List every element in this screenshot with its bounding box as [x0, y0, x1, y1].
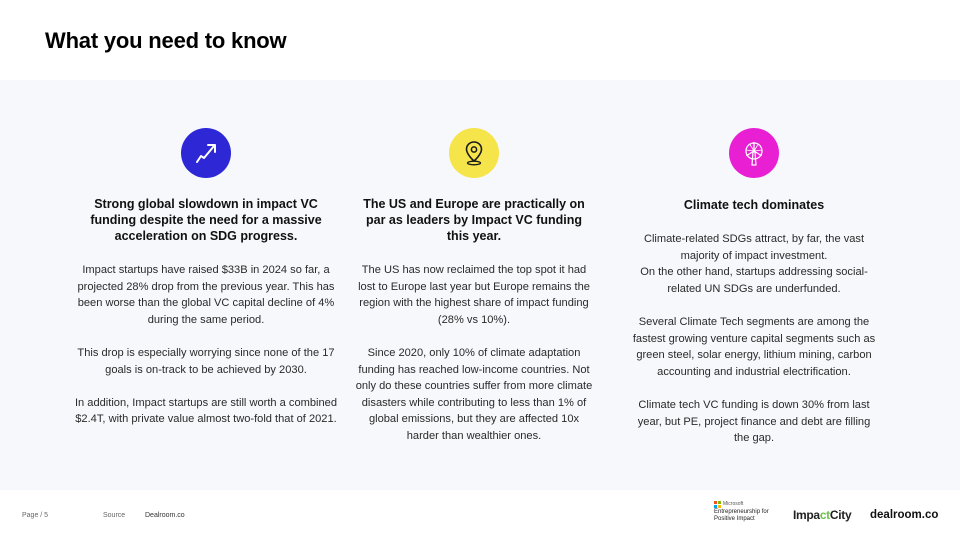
paragraph: The US has now reclaimed the top spot it had lost to Europe last year but Europe remains the region with the highest share of impact funding (28% vs 10%). — [358, 264, 590, 326]
slide-title: What you need to know — [45, 28, 287, 53]
microsoft-entrepreneurship-logo — [714, 501, 784, 523]
impactcity-logo: ImpactCity — [793, 508, 852, 522]
column-climate-tech — [609, 128, 899, 447]
microsoft-wordmark: Microsoft — [723, 501, 744, 507]
paragraph: Since 2020, only 10% of climate adaptation funding has reached low-income countries. Not only do these countries suffer from more climate disasters while contributing to less than 1% of global emissions, but they are affected 10x harder than wealthier ones. — [355, 346, 593, 442]
paragraph: In addition, Impact startups are still worth a combined $2.4T, with private value almost two-fold that of 2021. — [74, 396, 338, 426]
source-label: Source — [103, 512, 126, 519]
page-number: Page / 5 — [22, 512, 49, 519]
column-slowdown — [61, 128, 351, 428]
microsoft-logo-icon — [714, 501, 721, 508]
paragraph: Climate-related SDGs attract, by far, the vast majority of impact investment. — [643, 233, 865, 262]
column-us-europe — [329, 128, 619, 445]
source-value: Dealroom.co — [145, 512, 185, 519]
paragraph: This drop is especially worrying since none of the 17 goals is on-track to be achieved by 2030. — [77, 346, 335, 376]
paragraph: Several Climate Tech segments are among the fastest growing venture capital segments such as green steel, solar energy, lithium mining, carbon accounting and industrial electrification. — [632, 315, 876, 378]
column-heading: The US and Europe are practically on par as leaders by Impact VC funding this year. — [363, 197, 585, 243]
footer — [0, 490, 960, 540]
paragraph: Climate tech VC funding is down 30% from last year, but PE, project finance and debt are filling the gap. — [637, 398, 871, 445]
logo-caption: Entrepreneurship for Positive Impact — [714, 509, 769, 523]
wind-turbine-icon — [729, 128, 779, 178]
paragraph: On the other hand, startups addressing social-related UN SDGs are underfunded. — [640, 266, 868, 295]
trend-up-arrow-icon — [181, 128, 231, 178]
column-heading: Strong global slowdown in impact VC funding despite the need for a massive acceleration on SDG progress. — [90, 197, 322, 243]
dealroom-logo: dealroom.co — [870, 509, 939, 521]
column-heading: Climate tech dominates — [683, 198, 825, 212]
column-body — [71, 262, 341, 428]
column-body — [629, 231, 879, 447]
paragraph: Impact startups have raised $33B in 2024 so far, a projected 28% drop from the previous year. This has been worse than the global VC capital decline of 4% during the same period. — [77, 264, 335, 326]
column-body — [354, 262, 594, 445]
map-pin-icon — [449, 128, 499, 178]
